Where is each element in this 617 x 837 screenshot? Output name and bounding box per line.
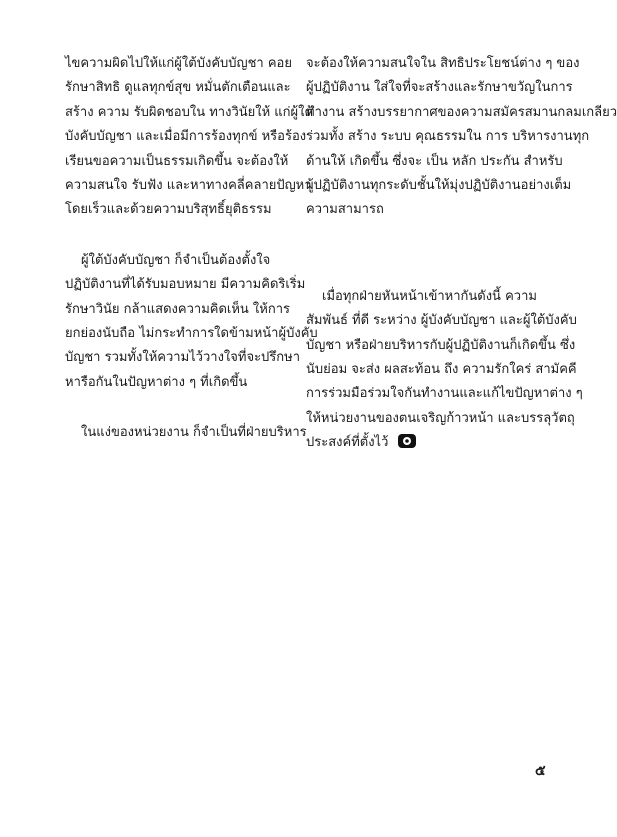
page-number: ๕ bbox=[535, 763, 546, 779]
text-line: ร่วมทั้ง สร้าง ระบบ คุณธรรมใน การ บริหารงานทุก bbox=[306, 129, 590, 145]
text-line: ยกย่องนับถือ ไม่กระทำการใดข้ามหน้าผู้บังคับ bbox=[65, 326, 318, 342]
text-line: การร่วมมือร่วมใจกันทำงานและแก้ไขปัญหาต่าง ๆ bbox=[306, 386, 583, 402]
text-line: นับย่อม จะส่ง ผลสะท้อน ถึง ความรักใคร่ สามัคคี bbox=[306, 362, 577, 378]
text-line: ผู้ปฏิบัติงานทุกระดับชั้นให้มุ่งปฏิบัติงานอย่างเต็ม bbox=[306, 178, 572, 194]
left-paragraph-3 bbox=[65, 421, 307, 445]
text-line: ให้หน่วยงานของตนเจริญก้าวหน้า และบรรลุวัตถุ bbox=[306, 410, 575, 426]
text-line: หารือกันในปัญหาต่าง ๆ ที่เกิดขึ้น bbox=[65, 374, 248, 390]
text-line: เรียนขอความเป็นธรรมเกิดขึ้น จะต้องให้ bbox=[65, 153, 289, 169]
paragraph-spacer bbox=[306, 249, 532, 285]
text-line: ทำงาน สร้างบรรยากาศของความสมัครสมานกลมเกลียว bbox=[306, 104, 617, 120]
right-paragraph-2 bbox=[306, 285, 583, 456]
text-line: ปฏิบัติงานที่ได้รับมอบหมาย มีความคิดริเริ่ม bbox=[65, 277, 306, 293]
text-line: สร้าง ความ รับผิดชอบใน ทางวินัยให้ แก่ผู้ใต้ bbox=[65, 104, 313, 120]
text-line: รักษาสิทธิ ดูแลทุกข์สุข หมั่นตักเตือนและ bbox=[65, 80, 291, 96]
text-line: เมื่อทุกฝ่ายหันหน้าเข้าหากันดังนี้ ความ bbox=[322, 288, 537, 304]
right-paragraph-1 bbox=[306, 52, 617, 223]
left-column bbox=[65, 52, 318, 472]
text-line: จะต้องให้ความสนใจใน สิทธิประโยชน์ต่าง ๆ ของ bbox=[306, 56, 580, 71]
text-line: ความสามารถ bbox=[306, 202, 384, 218]
text-line: ผู้ปฏิบัติงาน ใส่ใจที่จะสร้างและรักษาขวัญในการ bbox=[306, 80, 573, 96]
text-line: ในแง่ของหน่วยงาน ก็จำเป็นที่ฝ่ายบริหาร bbox=[81, 425, 307, 441]
text-line bbox=[306, 431, 532, 455]
text-line: รักษาวินัย กล้าแสดงความคิดเห็น ให้การ bbox=[65, 301, 291, 317]
left-paragraph-1 bbox=[65, 52, 313, 223]
text-line: บัญชา หรือฝ่ายบริหารกับผู้ปฏิบัติงานก็เกิดขึ้น ซึ่ง bbox=[306, 337, 576, 353]
right-column bbox=[306, 52, 617, 482]
seal-end-mark-icon bbox=[397, 433, 417, 449]
left-paragraph-2 bbox=[65, 249, 318, 395]
text-line: ด้านให้ เกิดขึ้น ซึ่งจะ เป็น หลัก ประกัน สำหรับ bbox=[306, 153, 563, 169]
text-line: บังคับบัญชา และเมื่อมีการร้องทุกข์ หรือร้อง bbox=[65, 129, 307, 145]
closing-text: ประสงค์ที่ตั้งไว้ bbox=[306, 435, 389, 451]
text-line: ผู้ใต้บังคับบัญชา ก็จำเป็นต้องตั้งใจ bbox=[81, 252, 271, 268]
text-line: บัญชา รวมทั้งให้ความไว้วางใจที่จะปรึกษา bbox=[65, 350, 301, 366]
text-line: ไขความผิดไปให้แก่ผู้ใต้บังคับบัญชา คอย bbox=[65, 56, 292, 71]
text-line: สัมพันธ์ ที่ดี ระหว่าง ผู้บังคับบัญชา และผู้ใต้บังคับ bbox=[306, 313, 577, 329]
text-line: โดยเร็วและด้วยความบริสุทธิ์ยุติธรรม bbox=[65, 202, 272, 218]
text-line: ความสนใจ รับฟัง และหาทางคลี่คลายปัญหา bbox=[65, 178, 312, 194]
